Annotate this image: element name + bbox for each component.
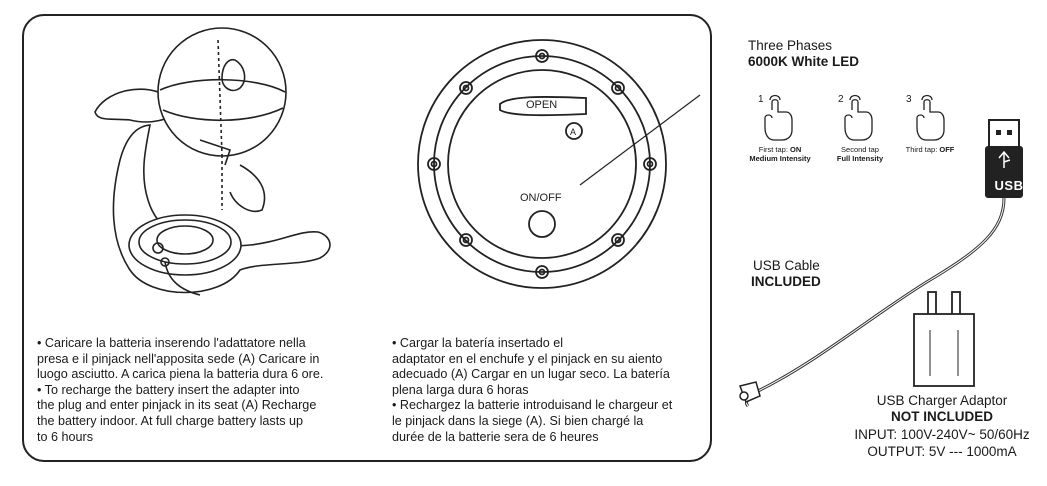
instructions-left — [37, 336, 323, 445]
charger-input-spec: INPUT: 100V-240V~ 50/60Hz — [854, 427, 1030, 442]
instruction-line: • Caricare la batteria inserendo l'adattatore nella — [37, 336, 306, 350]
usb-logo-text: USB — [994, 178, 1024, 193]
charger-title: USB Charger Adaptor — [876, 393, 1008, 408]
usb-cable-included: INCLUDED — [751, 274, 821, 289]
instruction-line: the plug and enter pinjack in its seat (A) Recharge — [37, 398, 317, 413]
led-type-label: 6000K White LED — [748, 54, 860, 69]
tap-caption-2: Second tap Full Intensity — [836, 145, 884, 163]
instruction-line: adecuado (A) Cargar en un lugar seco. La batería — [392, 367, 670, 382]
instruction-line: • To recharge the battery insert the adapter into — [37, 382, 300, 397]
tap-hand-icon-3 — [917, 96, 944, 141]
led-phases-label: Three Phases — [748, 38, 833, 53]
lamp-figure-illustration — [95, 28, 330, 295]
instruction-line: le pinjack dans la siege (A). Si bien chargé la — [392, 413, 644, 428]
tap-number-1: 1 — [758, 94, 764, 105]
instruction-line: • Cargar la batería insertado el — [392, 336, 564, 350]
instruction-line: luogo asciutto. A carica piena la batteria dura 6 ore. — [37, 367, 324, 382]
tap-hand-icon-2 — [845, 96, 872, 141]
a-marker: A — [570, 127, 577, 137]
tap-number-3: 3 — [906, 94, 912, 105]
instruction-line: durée de la batterie sera de 6 heures — [392, 429, 599, 444]
instructions-right — [392, 336, 672, 445]
lamp-base-cover-illustration — [418, 40, 700, 288]
pinjack-connector-icon — [740, 382, 760, 402]
open-label: OPEN — [526, 99, 558, 111]
tap-caption-1: First tap: ON Medium Intensity — [749, 145, 811, 163]
onoff-label: ON/OFF — [520, 192, 562, 204]
tap-hand-icon-1 — [765, 96, 792, 141]
tap-caption-3: Third tap: OFF — [905, 145, 955, 154]
instruction-line: adaptator en el enchufe y el pinjack en su aiento — [392, 351, 663, 366]
instruction-line: to 6 hours — [37, 429, 94, 444]
instruction-line: plena larga dura 6 horas — [392, 382, 529, 397]
instruction-line: the battery indoor. At full charge battery lasts up — [37, 413, 304, 428]
charger-adaptor-icon — [914, 292, 974, 386]
tap-number-2: 2 — [838, 94, 844, 105]
charger-output-spec: OUTPUT: 5V --- 1000mA — [867, 444, 1017, 459]
charger-not-included: NOT INCLUDED — [891, 409, 993, 424]
instruction-line: presa e il pinjack nell'apposita sede (A) Caricare in — [37, 351, 320, 366]
instruction-line: • Rechargez la batterie introduisand le chargeur et — [392, 398, 673, 413]
usb-cable-label: USB Cable — [753, 258, 820, 273]
